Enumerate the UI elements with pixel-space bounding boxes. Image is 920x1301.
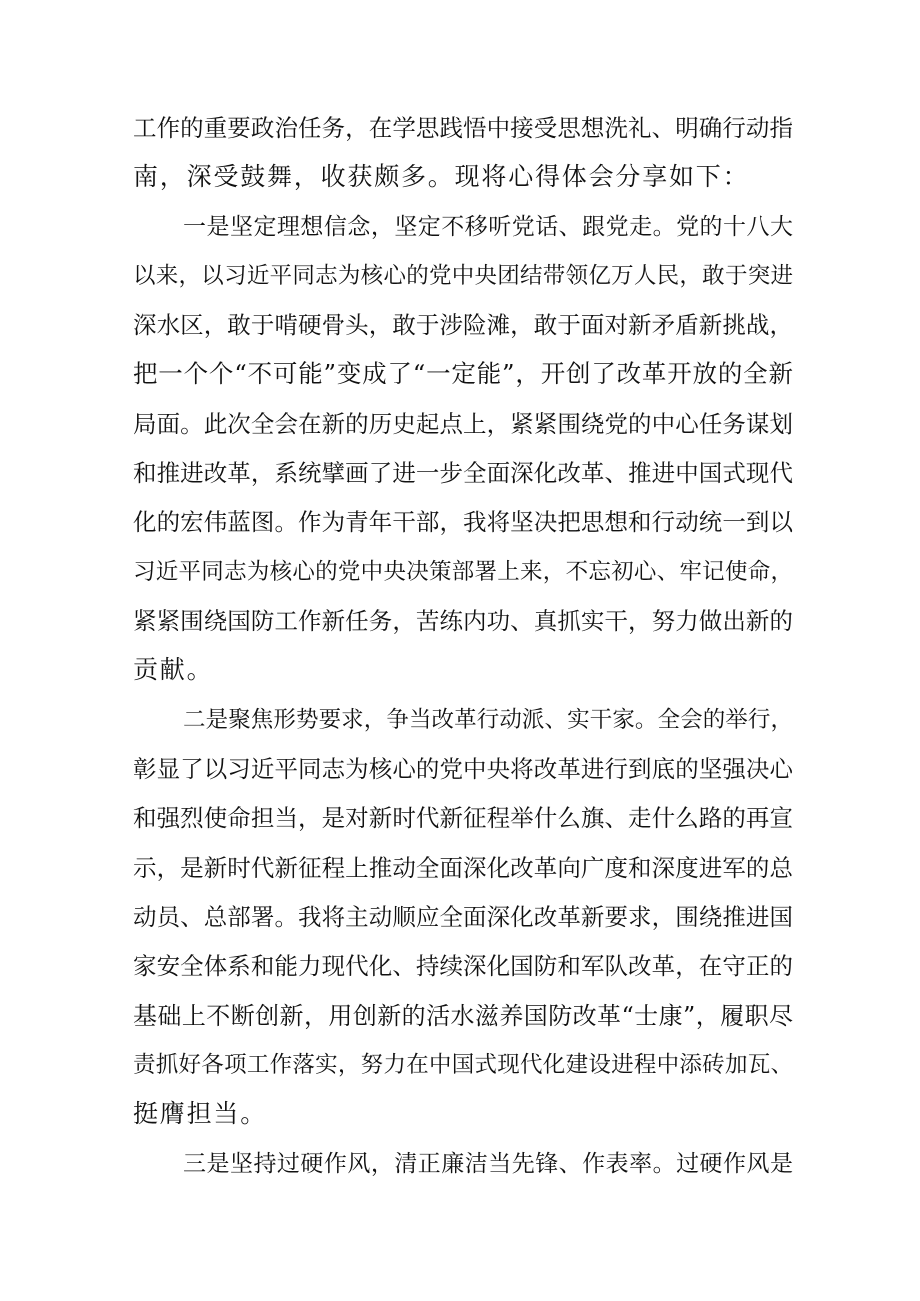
text-line: 深水区，敢于啃硬骨头，敢于涉险滩，敢于面对新矛盾新挑战， xyxy=(133,311,793,339)
text-line: 和强烈使命担当，是对新时代新征程举什么旗、走什么路的再宣 xyxy=(133,804,793,832)
paragraph-3-first-line: 三是坚持过硬作风，清正廉洁当先锋、作表率。过硬作风是 xyxy=(183,1151,793,1177)
text-line: 彰显了以习近平同志为核心的党中央将改革进行到底的坚强决心 xyxy=(133,755,793,783)
text-line: 以来，以习近平同志为核心的党中央团结带领亿万人民，敢于突进 xyxy=(133,263,793,289)
text-line: 挺膺担当。 xyxy=(133,1099,268,1128)
text-line: 南，深受鼓舞，收获颇多。现将心得体会分享如下： xyxy=(133,162,750,191)
text-line: 和推进改革，系统擘画了进一步全面深化改革、推进中国式现代 xyxy=(133,459,793,487)
text-line: 把一个个“不可能”变成了“一定能”，开创了改革开放的全新 xyxy=(133,359,793,388)
text-line: 示，是新时代新征程上推动全面深化改革向广度和深度进军的总 xyxy=(133,854,793,882)
text-line: 工作的重要政治任务，在学思践悟中接受思想洗礼、明确行动指 xyxy=(133,114,793,142)
text-line: 基础上不断创新，用创新的活水滋养国防改革“士康”，履职尽 xyxy=(133,1002,793,1030)
paragraph-1-first-line: 一是坚定理想信念，坚定不移听党话、跟党走。党的十八大 xyxy=(183,214,793,240)
paragraph-2-first-line: 二是聚焦形势要求，争当改革行动派、实干家。全会的举行， xyxy=(183,707,793,733)
text-line: 贡献。 xyxy=(133,655,214,684)
text-line: 习近平同志为核心的党中央决策部署上来，不忘初心、牢记使命， xyxy=(133,559,793,585)
text-line: 化的宏伟蓝图。作为青年干部，我将坚决把思想和行动统一到以 xyxy=(133,508,793,536)
text-line: 家安全体系和能力现代化、持续深化国防和军队改革，在守正的 xyxy=(133,952,793,980)
text-line: 动员、总部署。我将主动顺应全面深化改革新要求，围绕推进国 xyxy=(133,903,793,931)
text-line: 责抓好各项工作落实，努力在中国式现代化建设进程中添砖加瓦、 xyxy=(133,1052,793,1078)
text-line: 局面。此次全会在新的历史起点上，紧紧围绕党的中心任务谋划 xyxy=(133,410,793,438)
text-line: 紧紧围绕国防工作新任务，苦练内功、真抓实干，努力做出新的 xyxy=(133,607,793,635)
